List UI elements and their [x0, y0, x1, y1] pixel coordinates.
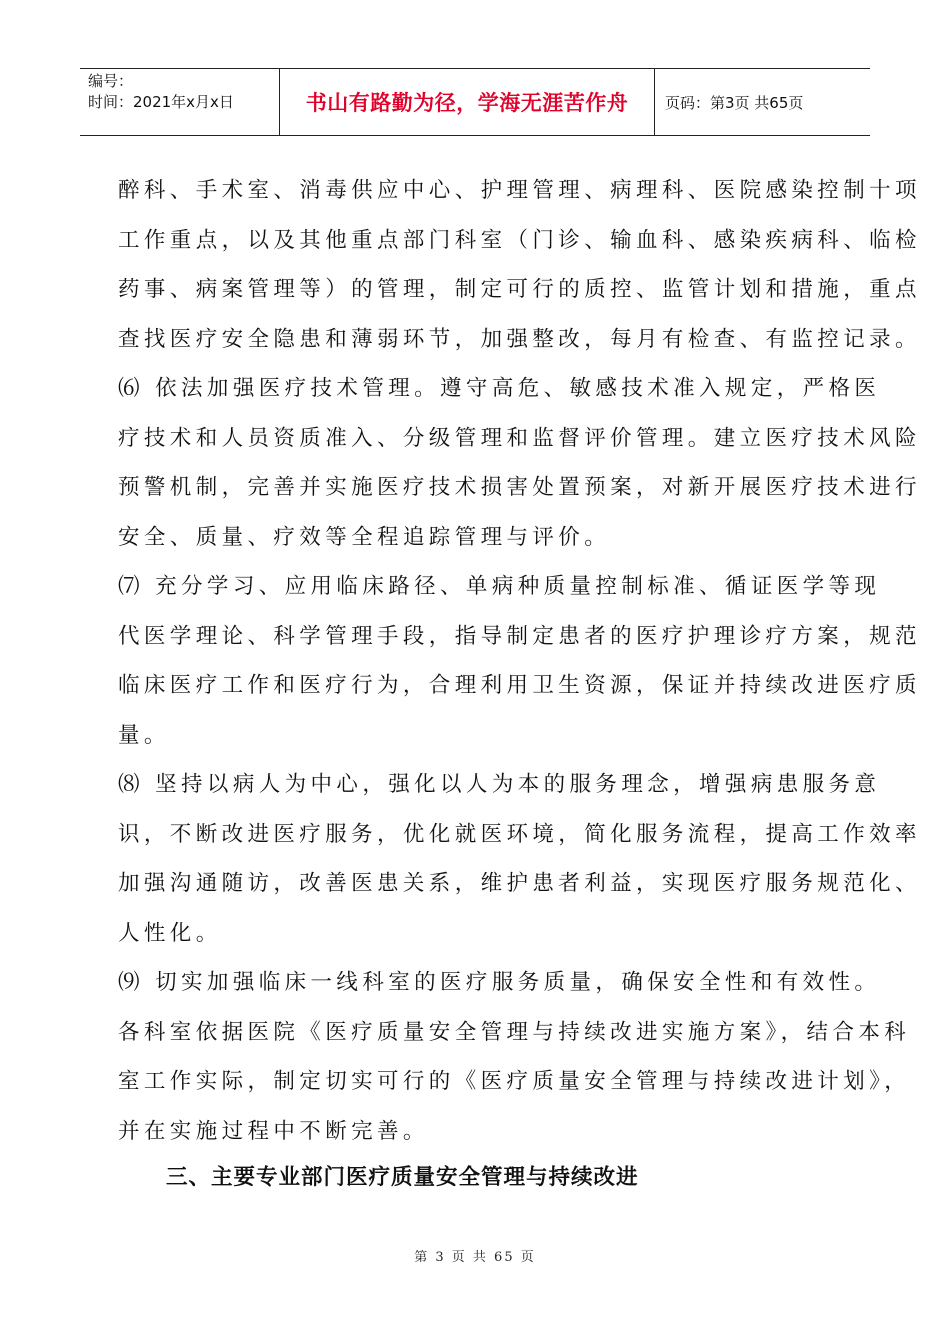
- body-line: 安全、质量、疗效等全程追踪管理与评价。: [118, 524, 611, 550]
- body-line: 并在实施过程中不断完善。: [118, 1118, 429, 1144]
- body-line: 药事、病案管理等）的管理，制定可行的质控、监管计划和措施，重点: [118, 277, 921, 302]
- body-line: 临床医疗工作和医疗行为，合理利用卫生资源，保证并持续改进医疗质: [118, 673, 921, 698]
- header-page-info: 页码：第3页 共65页: [665, 93, 804, 112]
- body-line: 加强沟通随访，改善医患关系，维护患者利益，实现医疗服务规范化、: [118, 871, 921, 896]
- body-line: ⑺ 充分学习、应用临床路径、单病种质量控制标准、循证医学等现: [118, 574, 881, 599]
- body-line: 疗技术和人员资质准入、分级管理和监督评价管理。建立医疗技术风险: [118, 425, 921, 451]
- body-line: 工作重点，以及其他重点部门科室（门诊、输血科、感染疾病科、临检: [118, 227, 921, 253]
- section-heading: 三、主要专业部门医疗质量安全管理与持续改进: [166, 1165, 639, 1190]
- header-motto: 书山有路勤为径，学海无涯苦作舟: [280, 69, 655, 135]
- body-line: 醉科、手术室、消毒供应中心、护理管理、病理科、医院感染控制十项: [118, 178, 921, 203]
- body-line: 人性化。: [118, 920, 222, 946]
- document-time-label: 时间：2021年x月x日: [88, 93, 234, 111]
- body-line: ⑹ 依法加强医疗技术管理。遵守高危、敏感技术准入规定，严格医: [118, 376, 881, 401]
- body-line: 代医学理论、科学管理手段，指导制定患者的医疗护理诊疗方案，规范: [118, 623, 921, 649]
- document-body: [118, 166, 921, 1156]
- body-line: 各科室依据医院《医疗质量安全管理与持续改进实施方案》，结合本科: [118, 1019, 911, 1045]
- document-number-label: 编号：: [88, 72, 134, 90]
- body-line: 查找医疗安全隐患和薄弱环节，加强整改，每月有检查、有监控记录。: [118, 326, 921, 352]
- body-line: ⑻ 坚持以病人为中心，强化以人为本的服务理念，增强病患服务意: [118, 772, 881, 797]
- body-line: 预警机制，完善并实施医疗技术损害处置预案，对新开展医疗技术进行: [118, 475, 921, 500]
- body-line: 量。: [118, 722, 170, 748]
- header-meta: [80, 69, 280, 135]
- body-line: ⑼ 切实加强临床一线科室的医疗服务质量，确保安全性和有效性。: [118, 970, 881, 995]
- body-line: 识，不断改进医疗服务，优化就医环境，简化服务流程，提高工作效率: [118, 821, 921, 847]
- document-header: [80, 68, 870, 136]
- page-footer: 第 3 页 共 65 页: [414, 1250, 536, 1265]
- body-line: 室工作实际，制定切实可行的《医疗质量安全管理与持续改进计划》，: [118, 1069, 911, 1094]
